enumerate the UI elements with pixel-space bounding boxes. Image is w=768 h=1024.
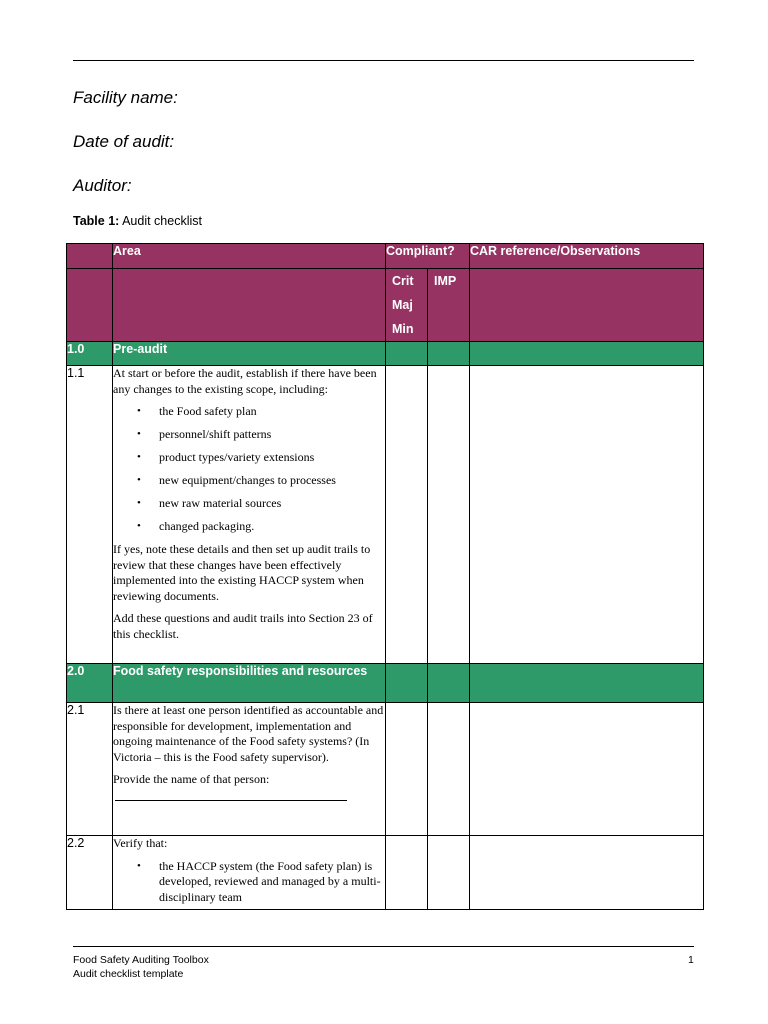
table-caption — [73, 214, 202, 228]
footer-subtitle: Audit checklist template — [73, 967, 184, 980]
table-row — [67, 366, 704, 664]
item-description — [113, 836, 386, 910]
header-area: Area — [113, 244, 386, 269]
audit-checklist-table — [66, 243, 704, 910]
list-item: • new equipment/changes to processes — [159, 473, 385, 489]
item-intro: Verify that: — [113, 836, 168, 850]
header-sub-area-cell — [113, 269, 386, 342]
item-description — [113, 366, 386, 664]
section-imp-cell — [428, 664, 470, 703]
list-item: • the Food safety plan — [159, 404, 385, 420]
item-number: 2.2 — [67, 836, 113, 910]
item-number: 2.1 — [67, 703, 113, 836]
item-paragraph: If yes, note these details and then set up audit trails to review that these changes have been effectively implemented into the existing HACCP system when reviewing documents. — [113, 542, 371, 603]
header-sub-num-cell — [67, 269, 113, 342]
header-rule — [73, 60, 694, 61]
item-paragraph: Provide the name of that person: — [113, 772, 270, 786]
compliance-imp-cell[interactable] — [428, 366, 470, 664]
facility-name-label: Facility name: — [73, 88, 178, 107]
section-crit-cell — [386, 342, 428, 366]
item-bullet-list — [113, 859, 385, 906]
item-intro: At start or before the audit, establish if there have been any changes to the existing scope, including: — [113, 366, 377, 396]
compliance-crit-cell[interactable] — [386, 703, 428, 836]
header-crit: Crit — [392, 274, 414, 288]
compliance-imp-cell[interactable] — [428, 836, 470, 910]
list-item: • the HACCP system (the Food safety plan) is developed, reviewed and managed by a multi-disciplinary team — [159, 859, 385, 906]
list-item: • new raw material sources — [159, 496, 385, 512]
header-car: CAR reference/Observations — [470, 244, 704, 269]
table-caption-label: Table 1: — [73, 214, 120, 228]
table-row — [67, 703, 704, 836]
header-severity-cell — [386, 269, 428, 342]
section-car-cell — [470, 342, 704, 366]
item-intro: Is there at least one person identified as accountable and responsible for development, implementation and ongoing maintenance of the Food safety systems? (In Victoria – this is the Food safety supervisor). — [113, 703, 384, 764]
section-imp-cell — [428, 342, 470, 366]
footer-rule — [73, 946, 694, 947]
observation-cell[interactable] — [470, 836, 704, 910]
item-number: 1.1 — [67, 366, 113, 664]
header-imp-cell — [428, 269, 470, 342]
header-compliant: Compliant? — [386, 244, 470, 269]
table-row — [67, 836, 704, 910]
signature-line[interactable] — [115, 800, 347, 807]
header-sub-car-cell — [470, 269, 704, 342]
item-paragraph: Add these questions and audit trails into Section 23 of this checklist. — [113, 611, 373, 641]
header-imp: IMP — [434, 274, 457, 288]
footer-title: Food Safety Auditing Toolbox — [73, 954, 209, 966]
table-caption-text: Audit checklist — [119, 214, 202, 228]
item-bullet-list — [113, 404, 385, 535]
header-num-cell — [67, 244, 113, 269]
compliance-crit-cell[interactable] — [386, 366, 428, 664]
section-number: 1.0 — [67, 342, 113, 366]
section-row — [67, 664, 704, 703]
section-number: 2.0 — [67, 664, 113, 703]
footer — [73, 954, 209, 981]
section-title: Pre-audit — [113, 342, 386, 366]
section-title: Food safety responsibilities and resources — [113, 664, 386, 703]
list-item: • personnel/shift patterns — [159, 427, 385, 443]
header-maj: Maj — [392, 298, 413, 312]
auditor-label: Auditor: — [73, 176, 132, 195]
compliance-imp-cell[interactable] — [428, 703, 470, 836]
item-description — [113, 703, 386, 836]
page-number: 1 — [688, 954, 694, 966]
list-item: • product types/variety extensions — [159, 450, 385, 466]
section-crit-cell — [386, 664, 428, 703]
compliance-crit-cell[interactable] — [386, 836, 428, 910]
observation-cell[interactable] — [470, 366, 704, 664]
list-item: • changed packaging. — [159, 519, 385, 535]
header-row — [67, 244, 704, 269]
section-row — [67, 342, 704, 366]
observation-cell[interactable] — [470, 703, 704, 836]
section-car-cell — [470, 664, 704, 703]
header-subrow — [67, 269, 704, 342]
date-of-audit-label: Date of audit: — [73, 132, 175, 151]
header-min: Min — [392, 322, 414, 336]
